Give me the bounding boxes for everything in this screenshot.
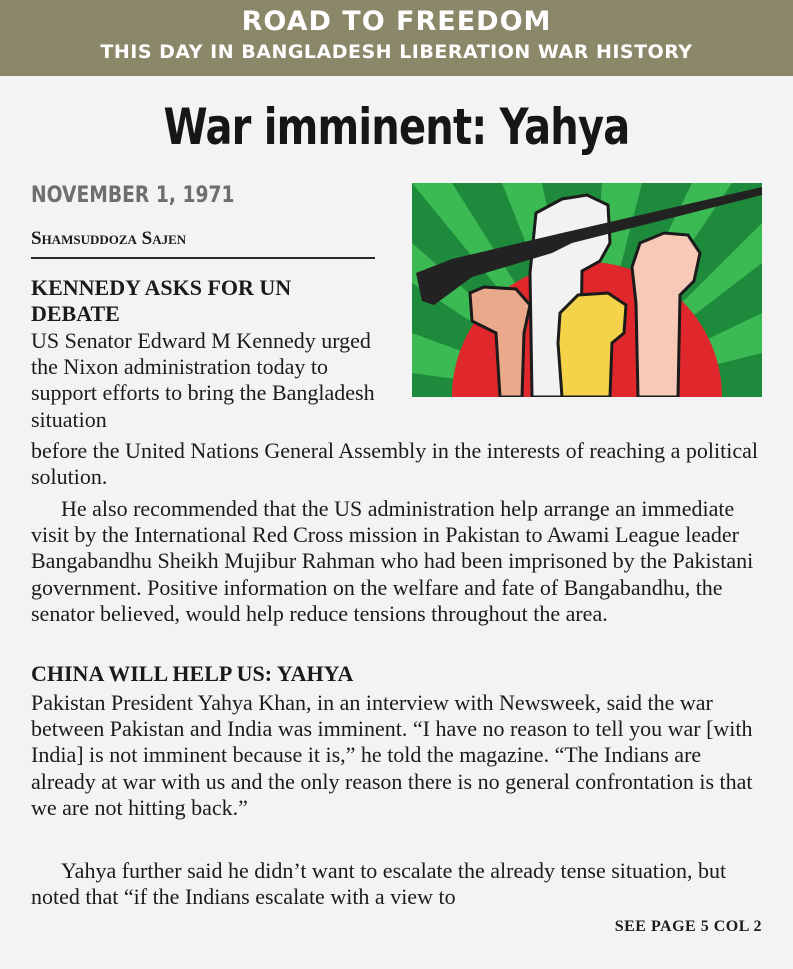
article-headline: War imminent: Yahya [163, 98, 630, 156]
section1-para1-narrow: US Senator Edward M Kennedy urged the Nixon administration today to support efforts to bring the Bangladesh situation [31, 328, 375, 432]
section1-para1-wide: before the United Nations General Assembly in the interests of reaching a political solution. [31, 438, 758, 490]
section1-heading: KENNEDY ASKS FOR UN DEBATE [31, 275, 292, 327]
byline-divider [31, 257, 375, 259]
banner-title: ROAD TO FREEDOM [241, 6, 552, 37]
section1-para2: He also recommended that the US administration help arrange an immediate visit by the International Red Cross mission in Pakistan to Awami League leader Bangabandhu Sheikh Mujibur Rahman who had been imprisoned by the Pakistani government. Positive information on the welfare and fate of Bangabandhu, the senator believed, would help reduce tensions throughout the area. [31, 496, 754, 626]
section-banner [0, 0, 793, 76]
section2-heading: CHINA WILL HELP US: YAHYA [31, 661, 354, 686]
banner-subtitle: THIS DAY IN BANGLADESH LIBERATION WAR HISTORY [100, 41, 693, 63]
section2-para2: Yahya further said he didn’t want to escalate the already tense situation, but noted that “if the Indians escalate with a view to [31, 858, 727, 910]
raised-fists-rifle-illustration [412, 183, 762, 397]
section2-para1: Pakistan President Yahya Khan, in an interview with Newsweek, said the war between Pakistan and India was imminent. “I have no reason to tell you war [with India] is not imminent because it is,” he told the magazine. “The Indians are already at war with us and the only reason there is no general confrontation is that we are not hitting back.” [31, 690, 753, 820]
article-date: NOVEMBER 1, 1971 [31, 183, 235, 208]
continuation-note: SEE PAGE 5 COL 2 [614, 918, 762, 935]
article-byline: Shamsuddoza Sajen [31, 228, 187, 249]
